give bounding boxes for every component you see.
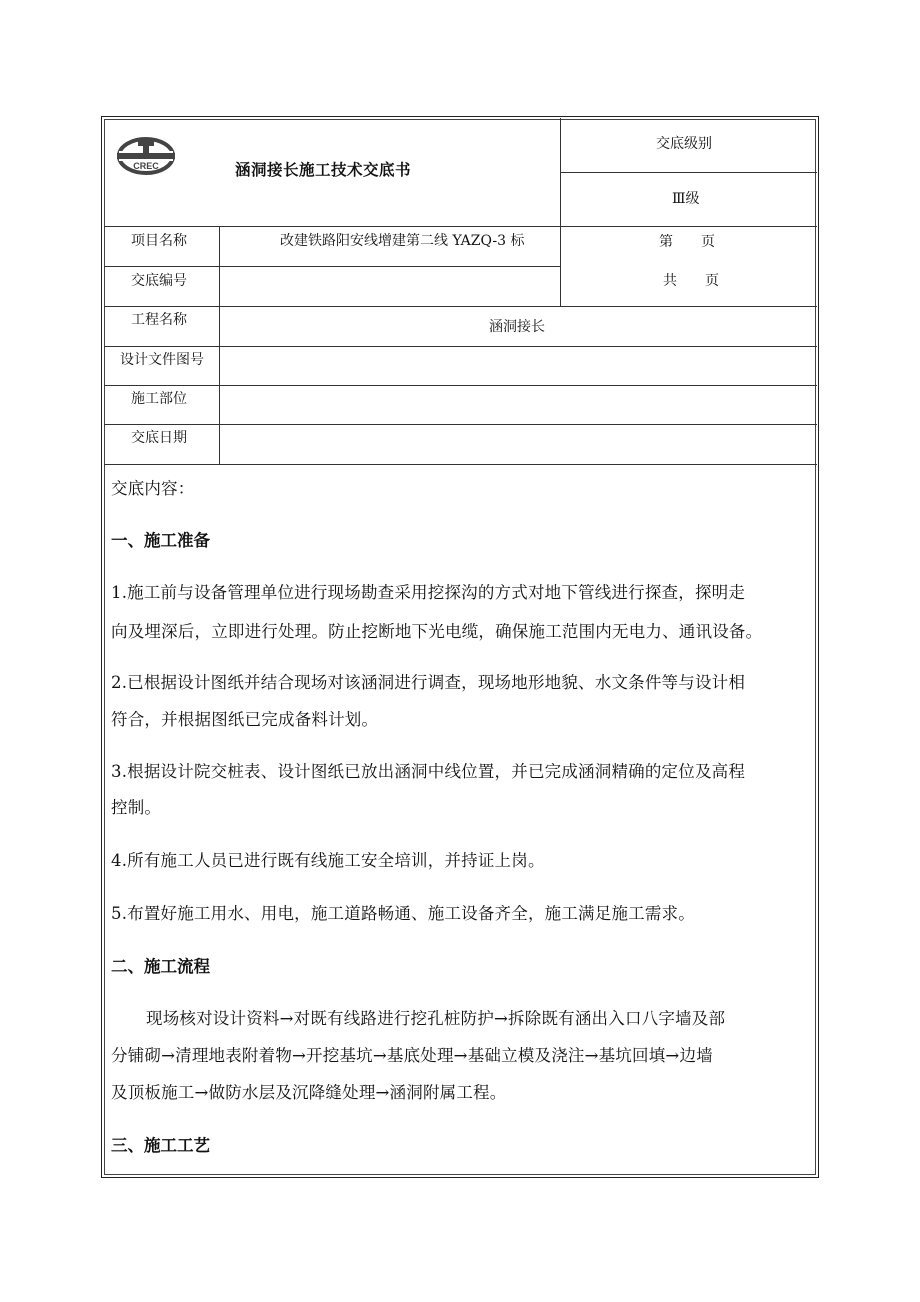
document-title: 涵洞接长施工技术交底书 bbox=[235, 160, 412, 179]
paragraph-line: 分铺砌→清理地表附着物→开挖基坑→基底处理→基础立模及浇注→基坑回填→边墙 bbox=[111, 1046, 713, 1065]
row-divider bbox=[104, 226, 817, 227]
handover-code-label: 交底编号 bbox=[131, 273, 187, 289]
handover-date-label: 交底日期 bbox=[131, 430, 187, 446]
paragraph-line: 现场核对设计资料→对既有线路进行挖孔桩防护→拆除既有涵出入口八字墙及部 bbox=[146, 1009, 726, 1028]
row-divider bbox=[561, 172, 817, 173]
engineering-name-value: 涵洞接长 bbox=[489, 319, 545, 335]
column-divider bbox=[560, 118, 561, 306]
paragraph-line: 2.已根据设计图纸并结合现场对该涵洞进行调查，现场地形地貌、水文条件等与设计相 bbox=[111, 673, 746, 692]
paragraph-line: 符合，并根据图纸已完成备料计划。 bbox=[111, 710, 379, 729]
paragraph-line: 及顶板施工→做防水层及沉降缝处理→涵洞附属工程。 bbox=[111, 1083, 507, 1102]
paragraph-line: 控制。 bbox=[111, 798, 162, 817]
project-name-value: 改建铁路阳安线增建第二线 YAZQ-3 标 bbox=[280, 233, 525, 249]
crec-logo bbox=[117, 136, 175, 176]
page-number-label: 第 页 bbox=[659, 234, 715, 250]
content-intro: 交底内容： bbox=[111, 479, 195, 498]
project-name-label: 项目名称 bbox=[131, 233, 187, 249]
row-divider bbox=[104, 346, 817, 347]
construction-location-label: 施工部位 bbox=[131, 391, 187, 407]
row-divider bbox=[104, 424, 817, 425]
paragraph-line: 5.布置好施工用水、用电，施工道路畅通、施工设备齐全，施工满足施工需求。 bbox=[111, 904, 695, 923]
level-value: Ⅲ级 bbox=[672, 191, 700, 207]
section-heading-process: 二、施工流程 bbox=[111, 957, 210, 976]
logo-text: CREC bbox=[133, 161, 159, 171]
paragraph-line: 3.根据设计院交桩表、设计图纸已放出涵洞中线位置，并已完成涵洞精确的定位及高程 bbox=[111, 762, 746, 781]
level-label: 交底级别 bbox=[656, 136, 712, 152]
section-heading-preparation: 一、施工准备 bbox=[111, 531, 210, 550]
paragraph-line: 4.所有施工人员已进行既有线施工安全培训，并持证上岗。 bbox=[111, 851, 545, 870]
section-heading-technique: 三、施工工艺 bbox=[111, 1136, 210, 1155]
design-doc-label: 设计文件图号 bbox=[120, 352, 204, 368]
row-divider bbox=[104, 385, 817, 386]
paragraph-line: 1.施工前与设备管理单位进行现场勘查采用挖探沟的方式对地下管线进行探查，探明走 bbox=[111, 583, 746, 602]
total-pages-label: 共 页 bbox=[663, 273, 719, 289]
paragraph-line: 向及埋深后，立即进行处理。防止挖断地下光电缆，确保施工范围内无电力、通讯设备。 bbox=[111, 622, 763, 641]
engineering-name-label: 工程名称 bbox=[131, 312, 187, 328]
column-divider bbox=[219, 226, 220, 464]
row-divider bbox=[104, 306, 817, 307]
row-divider bbox=[104, 266, 560, 267]
row-divider bbox=[104, 464, 817, 465]
